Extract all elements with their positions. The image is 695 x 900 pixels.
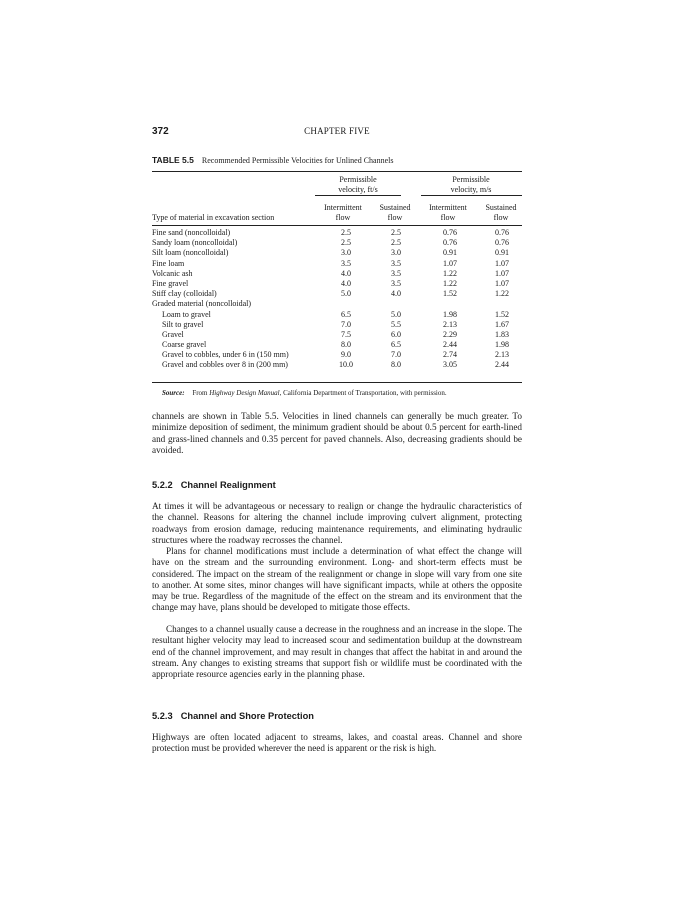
table-row — [152, 238, 522, 248]
col-header-line1: Sustained — [485, 203, 517, 212]
col-header-line2: flow — [440, 213, 456, 222]
table-row — [152, 228, 522, 238]
value-cell: 1.07 — [495, 278, 509, 288]
table-header-rule — [152, 225, 522, 226]
chapter-title: CHAPTER FIVE — [304, 126, 370, 136]
value-cell: 1.98 — [495, 340, 509, 350]
table-caption — [152, 155, 393, 165]
page-header — [152, 126, 522, 140]
value-cell: 2.5 — [341, 228, 351, 237]
value-cell: 0.91 — [495, 248, 509, 258]
value-cell: 1.22 — [495, 289, 509, 299]
group-header-fts — [318, 175, 398, 195]
value-cell: 3.5 — [341, 258, 351, 268]
table-body — [152, 228, 522, 371]
value-cell: 4.0 — [391, 289, 401, 299]
group-header-ms-line1: Permissible — [452, 175, 490, 184]
source-label: Source: — [162, 389, 185, 397]
value-cell: 9.0 — [341, 350, 351, 360]
value-cell: 2.74 — [443, 350, 457, 360]
value-cell: 2.44 — [443, 340, 457, 350]
value-cell: 4.0 — [341, 268, 351, 278]
material-cell: Fine loam — [152, 258, 185, 268]
value-cell: 1.67 — [495, 319, 509, 329]
col-header-line1: Intermittent — [324, 203, 362, 212]
value-cell: 7.0 — [341, 319, 351, 329]
value-cell: 5.5 — [391, 319, 401, 329]
value-cell: 6.0 — [391, 329, 401, 339]
group-header-ms-line2: velocity, m/s — [450, 185, 492, 194]
value-cell: 8.0 — [341, 340, 351, 350]
intro-paragraph: channels are shown in Table 5.5. Velocities in lined channels can generally be much greater. To minimize deposition of sediment, the minimum gradient should be about 0.5 percent for earth-lined and grass-lined channels and 0.35 percent for paved channels. Also, decreasing gradients should be avoided. — [152, 411, 522, 455]
table-number: TABLE 5.5 — [152, 155, 194, 165]
value-cell: 2.44 — [495, 360, 509, 370]
value-cell: 0.76 — [443, 238, 457, 248]
section-title: Channel Realignment — [180, 480, 276, 490]
source-publication: Highway Design Manual, — [209, 389, 282, 397]
value-cell: 0.76 — [495, 228, 509, 237]
material-cell: Fine sand (noncolloidal) — [152, 228, 231, 237]
group-rule-fts — [315, 195, 401, 196]
material-cell: Silt loam (noncolloidal) — [152, 248, 229, 258]
paragraph: At times it will be advantageous or necessary to realign or change the hydraulic characteristics of the channel. Reasons for altering the channel include improving culvert alignment, protecting roadways from erosion damage, reducing maintenance requirements, and eliminating hydraulic structures where the roadway recrosses the channel. — [152, 501, 522, 545]
material-cell: Gravel to cobbles, under 6 in (150 mm) — [162, 350, 289, 360]
table-row — [152, 350, 522, 360]
value-cell: 5.0 — [341, 289, 351, 299]
value-cell: 2.13 — [495, 350, 509, 360]
group-header-ms — [426, 175, 516, 195]
source-suffix: California Department of Transportation, with permission. — [283, 389, 447, 397]
material-group-cell: Graded material (noncolloidal) — [152, 299, 252, 309]
page-number: 372 — [152, 126, 169, 137]
section-heading-5-2-2 — [152, 480, 276, 490]
section-number: 5.2.3 — [152, 711, 173, 721]
col-header-sustained-ms — [476, 203, 526, 223]
value-cell: 3.5 — [391, 278, 401, 288]
col-header-line2: flow — [387, 213, 403, 222]
col-header-sustained-fts — [370, 203, 420, 223]
col-header-intermittent-ms — [421, 203, 475, 223]
value-cell: 2.5 — [391, 228, 401, 237]
value-cell: 2.5 — [391, 238, 401, 248]
value-cell: 1.22 — [443, 268, 457, 278]
col-header-material: Type of material in excavation section — [152, 213, 275, 222]
value-cell: 5.0 — [391, 309, 401, 319]
value-cell: 3.05 — [443, 360, 457, 370]
material-cell: Volcanic ash — [152, 268, 193, 278]
table-row — [152, 320, 522, 330]
value-cell: 1.07 — [495, 258, 509, 268]
value-cell: 2.29 — [443, 329, 457, 339]
value-cell: 7.0 — [391, 350, 401, 360]
section-title: Channel and Shore Protection — [180, 711, 314, 721]
value-cell: 0.76 — [495, 238, 509, 248]
source-prefix: From — [192, 389, 208, 397]
value-cell: 1.52 — [495, 309, 509, 319]
material-cell: Sandy loam (noncolloidal) — [152, 238, 238, 248]
value-cell: 3.0 — [391, 248, 401, 258]
group-header-fts-line1: Permissible — [339, 175, 377, 184]
table-row — [152, 259, 522, 269]
table-title: Recommended Permissible Velocities for Unlined Channels — [201, 156, 394, 165]
value-cell: 8.0 — [391, 360, 401, 370]
group-rule-ms — [421, 195, 522, 196]
value-cell: 6.5 — [391, 340, 401, 350]
col-header-line1: Sustained — [379, 203, 411, 212]
value-cell: 4.0 — [341, 278, 351, 288]
value-cell: 1.98 — [443, 309, 457, 319]
paragraph: Highways are often located adjacent to streams, lakes, and coastal areas. Channel and shore protection must be provided wherever the need is apparent or the risk is high. — [152, 732, 522, 754]
table-source-note — [162, 389, 447, 397]
material-cell: Gravel and cobbles over 8 in (200 mm) — [162, 360, 288, 370]
col-header-line1: Intermittent — [429, 203, 467, 212]
value-cell: 3.5 — [391, 268, 401, 278]
col-header-intermittent-fts — [316, 203, 370, 223]
table-row — [152, 248, 522, 258]
value-cell: 1.83 — [495, 329, 509, 339]
value-cell: 0.76 — [443, 228, 457, 237]
table-row — [152, 269, 522, 279]
value-cell: 10.0 — [339, 360, 353, 370]
section-heading-5-2-3 — [152, 711, 314, 721]
value-cell: 1.07 — [443, 258, 457, 268]
material-cell: Stiff clay (colloidal) — [152, 289, 217, 299]
value-cell: 2.5 — [341, 238, 351, 248]
table-row — [152, 310, 522, 320]
value-cell: 1.07 — [495, 268, 509, 278]
table-bottom-rule — [152, 382, 522, 383]
table-row — [152, 279, 522, 289]
section-number: 5.2.2 — [152, 480, 173, 490]
group-header-fts-line2: velocity, ft/s — [338, 185, 378, 194]
value-cell: 1.52 — [443, 289, 457, 299]
material-cell: Gravel — [162, 329, 184, 339]
value-cell: 3.0 — [341, 248, 351, 258]
table-row — [152, 340, 522, 350]
value-cell: 2.13 — [443, 319, 457, 329]
table-top-rule — [152, 171, 522, 172]
value-cell: 7.5 — [341, 329, 351, 339]
material-cell: Coarse gravel — [162, 340, 207, 350]
value-cell: 3.5 — [391, 258, 401, 268]
value-cell: 0.91 — [443, 248, 457, 258]
col-header-line2: flow — [335, 213, 351, 222]
paragraph: Plans for channel modifications must include a determination of what effect the change will have on the stream and the surrounding environment. Long- and short-term effects must be considered. The impact on the stream of the realignment or change in slope will vary from one site to another. At some sites, minor changes will have significant impacts, while at others the opposite may be true. Regardless of the magnitude of the effect on the stream and its environment that the change may have, plans should be developed to mitigate those effects. — [152, 546, 522, 613]
material-cell: Fine gravel — [152, 278, 189, 288]
material-cell: Silt to gravel — [162, 319, 204, 329]
material-cell: Loam to gravel — [162, 309, 211, 319]
table-group-row — [152, 299, 522, 309]
table-row — [152, 330, 522, 340]
paragraph: Changes to a channel usually cause a decrease in the roughness and an increase in the slope. The resultant higher velocity may lead to increased scour and sedimentation buildup at the downstream end of the channel improvement, and may result in changes that affect the habitat in and around the stream. Any changes to existing streams that support fish or wildlife must be coordinated with the appropriate resource agencies early in the planning phase. — [152, 624, 522, 680]
value-cell: 6.5 — [341, 309, 351, 319]
table-row — [152, 289, 522, 299]
table-row — [152, 360, 522, 370]
value-cell: 1.22 — [443, 278, 457, 288]
col-header-line2: flow — [493, 213, 509, 222]
